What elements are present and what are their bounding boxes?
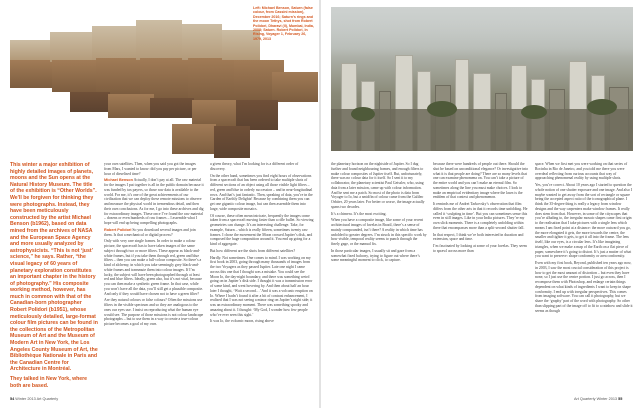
left-page-footer (10, 397, 58, 401)
article-column-5 (433, 162, 529, 394)
paragraph: the planetary horizon on the nightside of Jupiter. So I dug further and found neighbouring frames, and enough filters to make colour composites of Jupiter itself. But, unfortunately, there was no colour data for it itself. So I sent it to my collaborator, the planetary scientist Paul Geissler, who, using data from a later mission, came up with colour information. And he sent me a patch. So most of the photo is data from Voyager to Io, but a smidfin of colour came from the Galileo Orbiter, 20 years later. For better or worse, the image actually spans two decades. (331, 162, 425, 209)
paragraph: your own satellites. Then, when you said you got the images from Mars, I wanted to know: did you pay per picture, or per hour of dieselised time? (104, 162, 197, 176)
paragraph: On the other hand, sometimes you find eight hours of observations from a spacecraft that has been ordered to take multiple shots of different sections of an object using all those visible light filters – red, green and blue in orderly succession – and in near-longitudinal rows. And that’s just fantastic. Then, speaking of data, you’re in the Garden of Earthly Delights! Because by combining them you can get one gigantic colour image, but can then assemble them into large, wide composite mosaics. (210, 173, 313, 211)
speaker-label: Robert Polidori (104, 227, 132, 232)
city-photograph (331, 7, 633, 151)
paragraph: Are they natural colours or false colours? Often the missions use filters in the visible spectrum and so they are analogous to the ones our eyes use. I insist on reproducing what the human eye would see. The purpose of those missions is not colour landscape photographs – but to use them in a way to create a true-colour picture becomes a goal of my own. (104, 298, 204, 326)
paragraph: Yes, you’re correct. About 10 years ago I started to question the whole notion of one shutter exposure and one image. And also I maybe wanted to get away from the sort of rectangle or square being the accepted aspect ratio of the iconographical plane. I think the 35-degree thing is really a legacy from window designs and the way carpenters make window frames. It really does stem from that. However, in some of the cityscapes that you’re alluding to, the irregular mosaic shapes came first origin to the realisation that I take pictures with a single lens which means I am fixed point at a distance: the more outward you go, the more elongated it gets, the more towards the centre, the smaller and tighter it gets, to get it all into the frame. The lens itself, like our eyes, is a circular lens. It’s like imagining triangles, when we make a map of the Earth on a flat piece of paper, somewhere it’s going to distort. It’s just a matter of what you want to preserve: shape conformity or area conformity. (535, 183, 633, 259)
right-page-footer (574, 397, 622, 401)
paragraph: space. When we first met you were working on that series of Rocinha in Rio de Janeiro, and you told me there you were overdeal reflecting from curious accounts that way of approaching phenomenal reality by using multiple shots. (535, 162, 628, 181)
paragraph: It’s a chimera. It’s the most exciting. (331, 211, 387, 216)
paragraph: Only with very rare single frames. In order to make a colour picture, the spacecraft has to have taken images of the same subject through two or more filters. These appear as black-and-white frames, but if you take them through red, green and blue filters – then you can make a full-colour composite. So there’s a kind of alchemy, in which you take seemingly grey black-and-white frames and transmute them into colour images. If I’m lucky, the subject will have been photographed through at least red and blue filters. Ideally, green also, but it’s not vital, because you can then make a synthetic green frame. In that case, while you won’t have all the data, you’ll still get a plausible composite. And only if they would have chosen not to have a green filter? (104, 239, 204, 296)
paragraph: But how different are the shots from different satellites? (210, 248, 296, 253)
page-number: 55 (618, 397, 623, 401)
article-column-6 (535, 162, 633, 394)
magazine-name: Winter 2013 Art Quarterly (15, 397, 59, 401)
intro-column (10, 162, 98, 394)
article-column-4 (331, 162, 427, 394)
page-gutter (319, 0, 321, 408)
speaker-label: Michael Benson (104, 178, 133, 183)
paragraph: I’m fascinated by looking at some of your favelas. They seem to sprawl across more than (433, 244, 527, 253)
paragraph: When you have a composite image, like some of your recent architectural images of favelas in Brazil, there’s a sense of mainly compounded, isn’t there? A reality in which time has unfolded to greater degrees. I’m struck in this specific work by how visible, temporal reality seems to punch through the finely gage, or the manual fix. (331, 218, 427, 246)
page-number: 54 (10, 397, 15, 401)
article-column-3 (210, 162, 314, 394)
article-column-2 (104, 162, 204, 394)
image-caption (253, 6, 315, 41)
paragraph: So you download several images and join them. Is that a mechanical or digital process? (104, 227, 196, 237)
paragraph: In those particular images, I usually sit and gaze from a somewhat fixed balcony, trying to figure out where there’s some meaningful moment to click, to capture. (331, 248, 420, 263)
paragraph: It reminds me of Andrei Tarkovsky’s observation that film differs from the other arts in that it records time unfolding. He called it ‘sculpting in time’. But you can sometimes sense this even in still images. Like in your India pictures. They’re my own slick moments. There is a completely unfolding within there that encompasses more than a split-second shutter fall. (433, 202, 528, 230)
paragraph: Actually, I don’t pay at all. The raw material for the images I put together is all in the public domain because it was funded by tax payers, so those raw data is available to the world. For me, it’s one of the great achievements of our civilisation that we can deploy these remote missions to observe and measure the physical world in tremendous detail, and then their own conclusions. As for me, I go into these archives and dig for extraordinary images. These once I’ve found the raw material – dozens or even hundreds of raw frames – I assemble what I hope will end up being compelling photographs. (104, 178, 204, 225)
intro-paragraph: This winter a major exhibition of highly detailed images of planets, moons and the Sun opens at the Natural History Museum. The title of the exhibition is “Other Worlds”. We'll be forgiven for thinking they were photographs. Instead, they have been meticulously constructed by the artist Michael Benson (b1962), based on data mined from the archives of NASA and the European Space Agency and more usually analyzed by astrophysicists. “This is not ‘just’ science,” he says. Rather, “the visual legacy of 60 years of planetary exploration constitutes an important chapter in the history of photography.” His composite working method, however, has much in common with that of the Canadian-born photographer Robert Polidori (b1951), whose meticulously detailed, large-format colour film pictures can be found in the collections of the Metropolitan Museum of Art and the Museum of Modern Art in New York, the Los Angeles County Museum of Art, the Bibliothèque Nationale in Paris and the Canadian Centre for Architecture in Montréal. (10, 162, 98, 373)
paragraph: because there were hundreds of people out there. Should the shot be based on unconditional elegance? Or investigative into what it is that people are doing? There are so many levels that one can examine phenomena on. You can’t take a picture of the entire world and you can’t make an eternal film. So sometimes along the line you must make choices. I look to make an empirical evidentiary image where the lawn is the emblem of that context and phenomenon. (433, 162, 529, 200)
intro-paragraph: They talked in New York, where both are based. (10, 376, 88, 389)
magazine-name: Art Quarterly Winter 2013 (574, 397, 618, 401)
paragraph: Hardly. Not sometimes. One comes to mind. I was working on my first book in 2003, going through many thousands of images from the two Voyagers as they passed Jupiter. Late one night I came across this one that I thought was a mistake. You could see the Moon Io, the day-night boundary, and there was something weird going on in Jupiter’s disk side. I thought it was a transmission error of some kind, and went hovering by. And then about half an hour later I thought, ‘Wait a second…’ And it was a volcanic eruption on Io. Where I hadn’t found it after a bit of contrast enhancement, I realised that I was not seeing a minor ring on Jupiter’s night side; it was an extraordinary moment. There was something spooky and amazing about it. I thought: ‘My God, I wonder how few people who’ve ever seen this sight.’ (210, 255, 313, 317)
paragraph: a given theory, what I’m looking for is a different order of discovery. (210, 162, 299, 171)
mars-panorama-collage (10, 20, 318, 162)
paragraph: It was Io, the volcanic moon, rising above (210, 319, 274, 324)
caption-text: Left: Michael Benson, Saturn (false colour, from Cassini mission), December 2016; Saturn’s rings and the moon Tethys, shot from Robert Polidori, Dharavi (II), Mumbai, India, 2008; Saturn. Robert Polidori, In Rising, Voyager 1, February 26, 1979, 2013 (253, 6, 314, 41)
paragraph: In that respect, I think we’re both interested in duration and extension, space and time. (433, 232, 524, 242)
paragraph: Even with my first book, Beyond, published ten years ago now, in 2003, I saw the most crucial consideration of this project is how to get the most amount of distortion – but even they have none, so I just use the centre portion. I just go across, then I recompose them with Photoshop, and enlarge certain things dependent on what kinds of ingredients I want to keep in shape conformity. I end up with irregular perspectives. This comes from imaging software. You can call it photography, but we share the ‘graphy’ part of the word with photography. So other than slipping part of the image off to fit to a rainbow and slide it seems as though (535, 261, 633, 313)
paragraph: Of course, these often mean intricate, frequently the images come taken from a spacecraft moving faster than a rifle bullet. So viewing geometries can change. It’s an interesting challenge. Take, for example, Saturn – which is really fifteen, sometimes twenty raw frames. I chose the movement the Moon crossed Jupiter’s disk, and composed the huge composition around it. You end up going for a kind of aggregate. (210, 213, 314, 246)
